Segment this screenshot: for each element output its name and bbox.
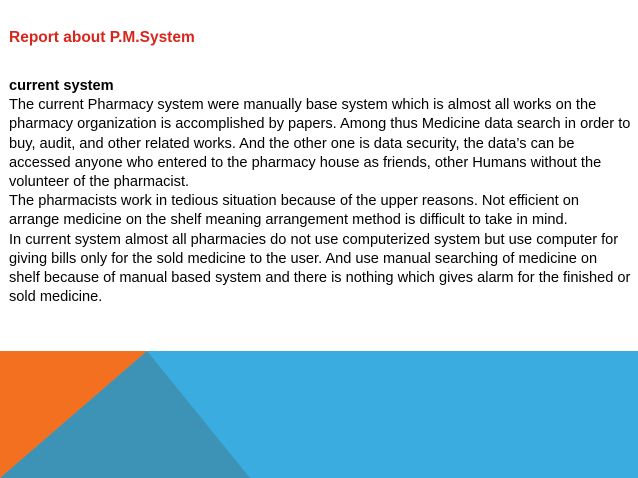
slide-body: [9, 77, 631, 307]
section-subheading: current system: [9, 78, 114, 94]
paragraph-computer-use: In current system almost all pharmacies do not use computerized system but use computer for giving bills only for the sold medicine to the user. And use manual searching of medicine on shelf because of manual based system and there is nothing which gives alarm for the finished or sold medicine.: [9, 231, 631, 306]
slide-title: Report about P.M.System: [9, 29, 195, 46]
decorative-footer-band: [0, 351, 638, 478]
paragraph-current-system: The current Pharmacy system were manually base system which is almost all works on the pharmacy organization is accomplished by papers. Among thus Medicine data search in order to buy, audit, and other related works. And the other one is data security, the data’s can be accessed anyone who entered to the pharmacy house as friends, other Humans without the volunteer of the pharmacist.: [9, 97, 631, 191]
paragraph-pharmacists-work: The pharmacists work in tedious situation because of the upper reasons. Not efficient on arrange medicine on the shelf meaning arrangement method is difficult to take in mind.: [9, 193, 580, 229]
